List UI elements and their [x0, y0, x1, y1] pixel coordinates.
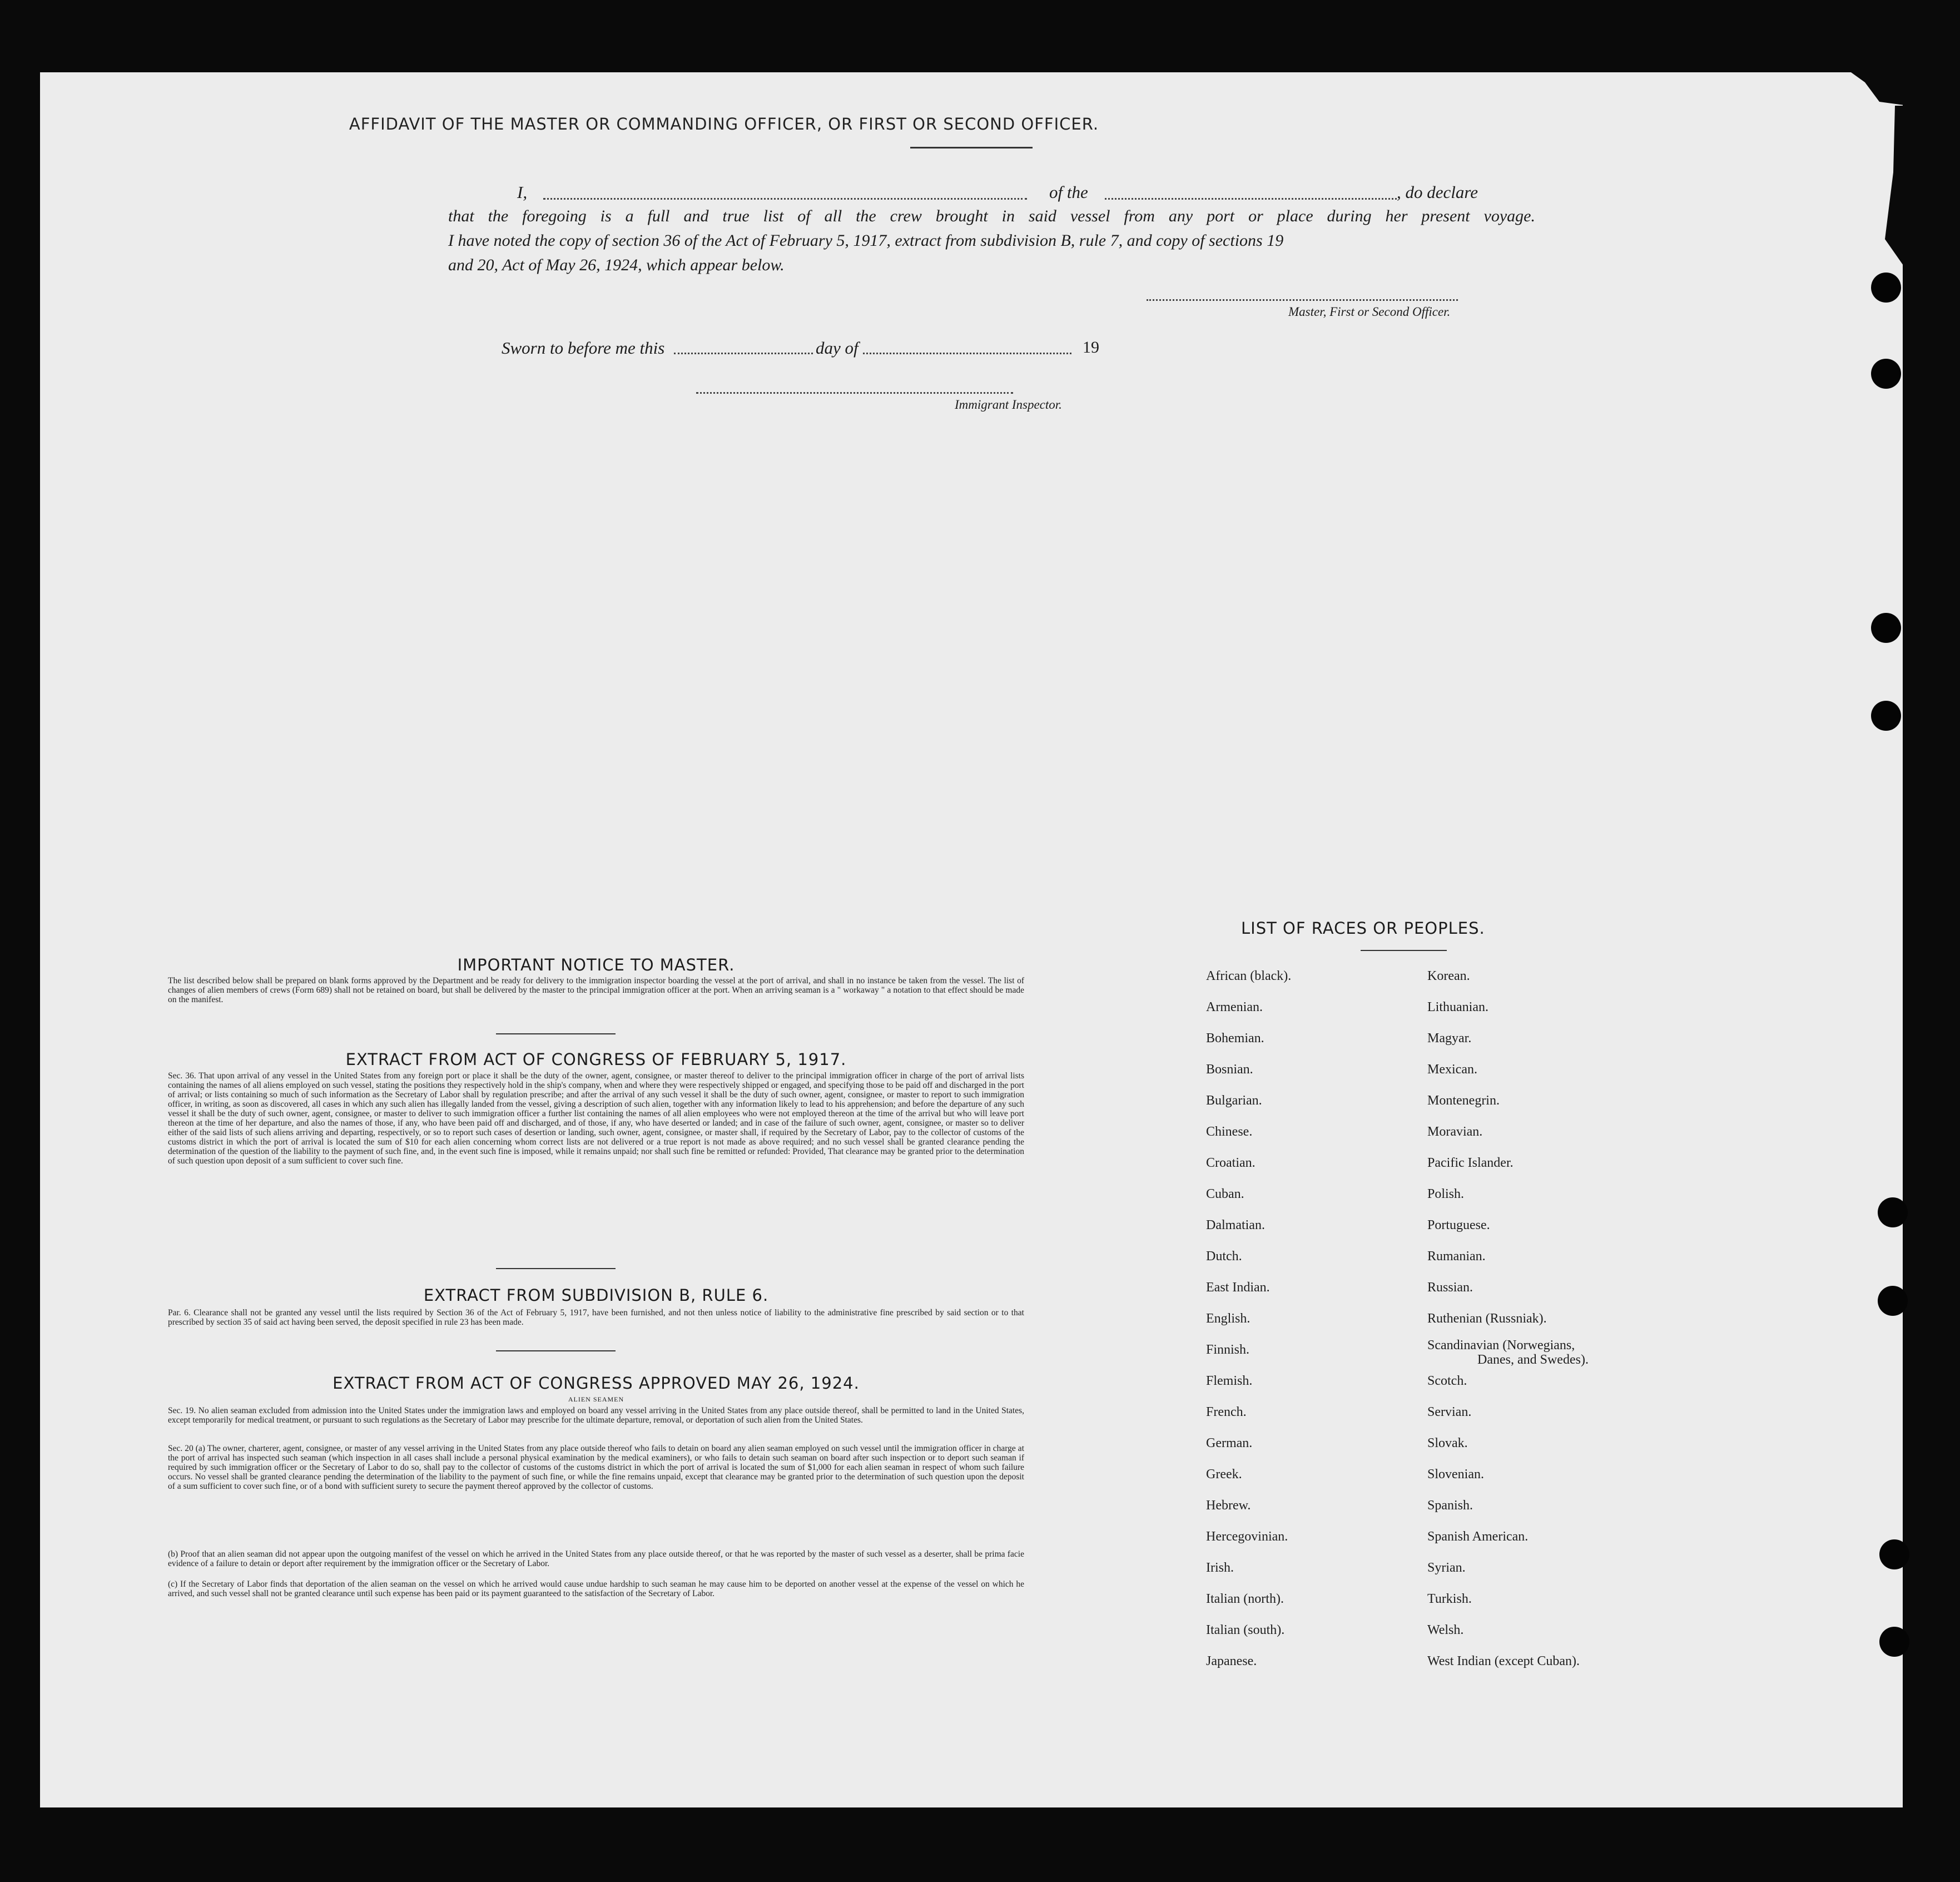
race-item: Irish. — [1206, 1561, 1234, 1575]
race-item: Lithuanian. — [1427, 1000, 1488, 1014]
punch-hole — [1879, 1627, 1909, 1657]
notice-divider — [496, 1033, 616, 1034]
rule-6-title: EXTRACT FROM SUBDIVISION B, RULE 6. — [423, 1286, 769, 1305]
race-item: Mexican. — [1427, 1062, 1477, 1077]
race-item: Dutch. — [1206, 1249, 1242, 1264]
torn-edge — [1875, 106, 1908, 273]
race-item: German. — [1206, 1436, 1253, 1450]
race-item: Rumanian. — [1427, 1249, 1486, 1264]
race-item: Moravian. — [1427, 1125, 1483, 1139]
race-item: Scandinavian (Norwegians, — [1427, 1338, 1575, 1353]
race-item: Bohemian. — [1206, 1031, 1264, 1046]
inspector-signature-line — [696, 392, 1013, 394]
section-20b-text: (b) Proof that an alien seaman did not appear upon the outgoing manifest of the vessel on which he arrived in the United States from any place outside thereof, or that he was reported by the master of such vessel as a deserter, shall be prima facie evidence of a failure to detain or deport after requirement by the immigration officer or the Secretary of Labor. — [168, 1549, 1024, 1568]
race-item: Bulgarian. — [1206, 1093, 1262, 1108]
affidavit-of-the: of the — [1049, 182, 1088, 202]
race-item: Polish. — [1427, 1187, 1465, 1201]
sworn-day-blank — [674, 353, 813, 354]
race-item: Russian. — [1427, 1280, 1473, 1295]
race-item: East Indian. — [1206, 1280, 1270, 1295]
punch-hole — [1879, 1539, 1909, 1569]
race-item: Spanish. — [1427, 1498, 1473, 1513]
race-item: Chinese. — [1206, 1125, 1253, 1139]
race-item: English. — [1206, 1311, 1251, 1326]
notice-text: The list described below shall be prepared on blank forms approved by the Department and be ready for delivery to the immigration inspector boarding the vessel at the port of arrival, and shall in no instance be taken from the vessel. The list of changes of alien members of crews (Form 689) shall not be retained on board, but shall be delivered by the master to the principal immigration officer at the port. When an arriving seaman is a " workaway " a notation to that effect should be made on the manifest. — [168, 976, 1024, 1004]
rule-6-text: Par. 6. Clearance shall not be granted any vessel until the lists required by Section 36 of the Act of February 5, 1917, have been furnished, and not then unless notice of liability to the administrative fine prescribed by said section or to that prescribed by section 35 of said act having been served, the deposit specified in rule 23 has been made. — [168, 1308, 1024, 1327]
race-item: Italian (south). — [1206, 1623, 1285, 1637]
extract-1924-title: EXTRACT FROM ACT OF CONGRESS APPROVED MAY 26, 1924. — [333, 1374, 860, 1393]
races-underline — [1361, 950, 1447, 951]
race-item: Magyar. — [1427, 1031, 1472, 1046]
races-title: LIST OF RACES OR PEOPLES. — [1241, 919, 1485, 938]
affidavit-i: I, — [517, 182, 528, 202]
race-item: Croatian. — [1206, 1156, 1256, 1170]
sworn-year: 19 — [1083, 338, 1099, 356]
vessel-blank — [1105, 198, 1397, 200]
section-20c-text: (c) If the Secretary of Labor finds that deportation of the alien seaman on the vessel on which he arrived would cause undue hardship to such seaman he may cause him to be deported on another vessel at the expense of the vessel on which he arrived, and such vessel shall not be granted clearance until such expense has been paid or its payment guaranteed to the satisfaction of the Secretary of Labor. — [168, 1579, 1024, 1598]
race-item: Spanish American. — [1427, 1529, 1529, 1544]
inspector-signature-label: Immigrant Inspector. — [955, 398, 1062, 412]
race-item-continuation: Danes, and Swedes). — [1477, 1353, 1589, 1367]
race-item: Bosnian. — [1206, 1062, 1253, 1077]
sworn-month-blank — [863, 353, 1071, 354]
race-item: Syrian. — [1427, 1561, 1466, 1575]
alien-seamen-subtitle: ALIEN SEAMEN — [568, 1395, 624, 1403]
race-item: Ruthenian (Russniak). — [1427, 1311, 1547, 1326]
punch-hole — [1878, 1286, 1908, 1316]
race-item: Slovak. — [1427, 1436, 1468, 1450]
extract-1917-text: Sec. 36. That upon arrival of any vessel in the United States from any foreign port or place it shall be the duty of the owner, agent, consignee, or master thereof to deliver to the principal immigration officer in charge of the port of arrival lists containing the names of all aliens employed on such vessel, stating the positions they respectively hold in the ship's company, when and where they were respectively shipped or engaged, and specifying those to be paid off and discharged in the port of arrival; or lists containing so much of such information as the Secretary of Labor shall by regulation prescribe; and after the arrival of any such vessel it shall be the duty of such owner, agent, consignee, or master to report to such immigration officer, in writing, as soon as discovered, all cases in which any such alien has illegally landed from the vessel, giving a description of such alien, together with any information likely to lead to his apprehension; and before the departure of any such vessel it shall be the duty of such owner, agent, consignee, or master to deliver to such immigration officer a further list containing the names of all alien employees who were not employed thereon at the time of the arrival but who will leave port thereon at the time of her departure, and also the names of those, if any, who have been paid off and discharged, and of those, if any, who have deserted or landed; and in case of the failure of such owner, agent, consignee, or master so to deliver either of the said lists of such aliens arriving and departing, respectively, or so to report such cases of desertion or landing, such owner, agent, consignee, or master shall, if required by the Secretary of Labor, pay to the collector of customs of the customs district in which the port of arrival is located the sum of $10 for each alien concerning whom correct lists are not delivered or a true report is not made as above required; and no such vessel shall be granted clearance pending the determination of the question of the liability to the payment of such fine, and, in the event such fine is imposed, while it remains unpaid; nor shall such fine be remitted or refunded: Provided, That clearance may be granted prior to the determination of such question upon deposit of a sum sufficient to cover such fine. — [168, 1071, 1024, 1166]
extract-1917-title: EXTRACT FROM ACT OF CONGRESS OF FEBRUARY 5, 1917. — [345, 1050, 847, 1069]
race-item: Scotch. — [1427, 1374, 1467, 1388]
master-signature-line — [1147, 299, 1458, 301]
race-item: Greek. — [1206, 1467, 1242, 1482]
race-item: Hebrew. — [1206, 1498, 1251, 1513]
punch-hole — [1871, 613, 1901, 643]
notice-title: IMPORTANT NOTICE TO MASTER. — [457, 955, 735, 974]
race-item: African (black). — [1206, 969, 1292, 983]
affidavit-title: AFFIDAVIT OF THE MASTER OR COMMANDING OFFICER, OR FIRST OR SECOND OFFICER. — [349, 115, 1099, 133]
affidavit-line-3: I have noted the copy of section 36 of the Act of February 5, 1917, extract from subdivision B, rule 7, and copy of sections 19 — [448, 231, 1284, 250]
section-20a-text: Sec. 20 (a) The owner, charterer, agent, consignee, or master of any vessel arriving in the United States from any place outside thereof who fails to detain on board any alien seaman employed on such vessel until the immigration officer in charge at the port of arrival has inspected such seaman (which inspection in all cases shall include a personal physical examination by the medical examiners), or who fails to detain such seaman on board after such inspection or to deport such seaman if required by such immigration officer or the Secretary of Labor to do so, shall pay to the collector of customs of the customs district in which the port of arrival is located the sum of $1,000 for each alien seaman in respect of whom such failure occurs. No vessel shall be granted clearance pending the determination of the liability to the payment of such fine, or while the fine remains unpaid, except that clearance may be granted prior to the determination of such question upon the deposit of a sum sufficient to cover such fine, or of a bond with sufficient surety to secure the payment thereof approved by the collector of customs. — [168, 1444, 1024, 1491]
affidavit-do-declare: , do declare — [1397, 182, 1478, 202]
race-item: Welsh. — [1427, 1623, 1464, 1637]
extract-1917-divider — [496, 1268, 616, 1269]
race-item: Flemish. — [1206, 1374, 1253, 1388]
race-item: Korean. — [1427, 969, 1470, 983]
torn-corner — [1836, 67, 1908, 106]
master-signature-label: Master, First or Second Officer. — [1288, 305, 1451, 319]
punch-hole — [1871, 701, 1901, 731]
race-item: Japanese. — [1206, 1654, 1257, 1668]
sworn-day-of: day of — [816, 338, 859, 358]
sworn-prefix: Sworn to before me this — [502, 338, 665, 358]
race-item: Turkish. — [1427, 1592, 1472, 1606]
race-item: Italian (north). — [1206, 1592, 1284, 1606]
section-19-text: Sec. 19. No alien seaman excluded from admission into the United States under the immigration laws and employed on board any vessel arriving in the United States from any place outside thereof, shall be permitted to land in the United States, except temporarily for medical treatment, or pursuant to such regulations as the Secretary of Labor may prescribe for the ultimate departure, removal, or deportation of such alien from the United States. — [168, 1406, 1024, 1425]
punch-hole — [1871, 273, 1901, 303]
race-item: Pacific Islander. — [1427, 1156, 1514, 1170]
punch-hole — [1878, 1197, 1908, 1227]
punch-hole — [1871, 359, 1901, 389]
race-item: Portuguese. — [1427, 1218, 1490, 1232]
race-item: Hercegovinian. — [1206, 1529, 1288, 1544]
name-blank — [543, 198, 1027, 200]
title-underline — [910, 147, 1033, 148]
race-item: Cuban. — [1206, 1187, 1244, 1201]
affidavit-line-2: that the foregoing is a full and true list of all the crew brought in said vessel from any port or place during her present voyage. — [448, 207, 1535, 225]
race-item: Slovenian. — [1427, 1467, 1484, 1482]
affidavit-line-4: and 20, Act of May 26, 1924, which appear below. — [448, 256, 785, 274]
race-item: Armenian. — [1206, 1000, 1263, 1014]
form-sheet — [40, 72, 1903, 1807]
race-item: Dalmatian. — [1206, 1218, 1265, 1232]
race-item: West Indian (except Cuban). — [1427, 1654, 1580, 1668]
race-item: Servian. — [1427, 1405, 1472, 1419]
race-item: Montenegrin. — [1427, 1093, 1500, 1108]
rule-6-divider — [496, 1350, 616, 1351]
race-item: Finnish. — [1206, 1343, 1250, 1357]
race-item: French. — [1206, 1405, 1247, 1419]
